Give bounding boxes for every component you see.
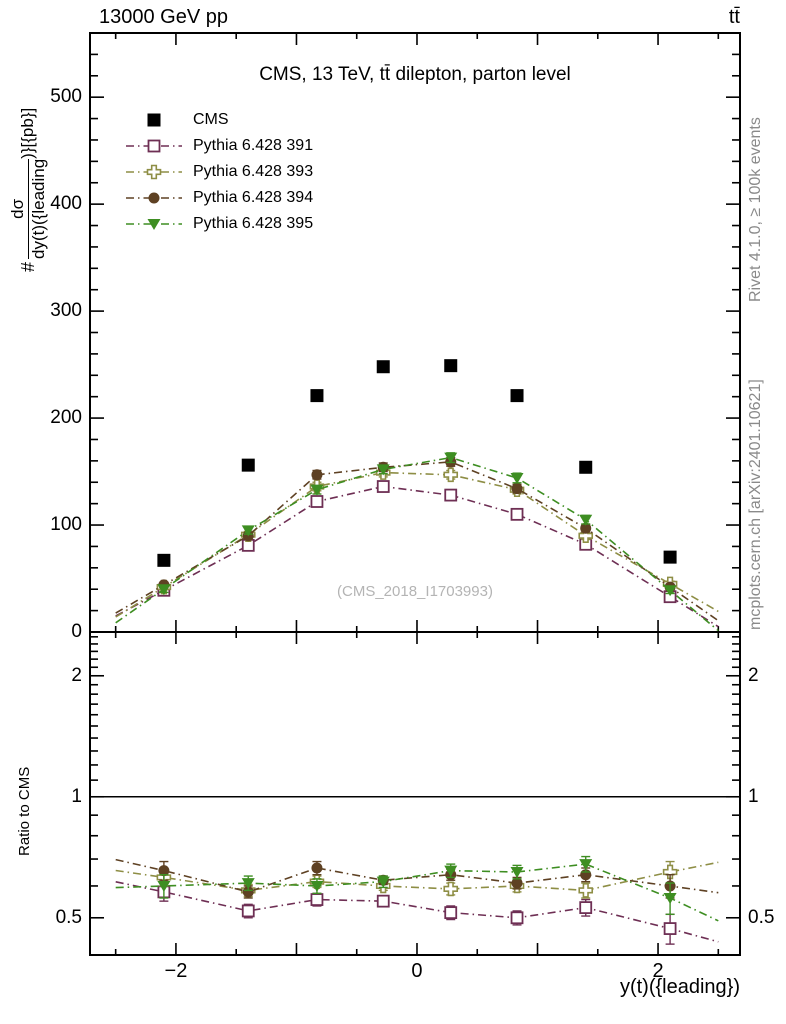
y-axis-label-numerator: dσ xyxy=(8,159,29,259)
svg-text:500: 500 xyxy=(50,86,82,108)
series-pythia-6-428-391-main xyxy=(116,481,719,627)
svg-text:2: 2 xyxy=(652,960,664,982)
legend-label: Pythia 6.428 394 xyxy=(193,189,314,206)
legend-entry-pythia-6-428-394 xyxy=(124,185,313,211)
svg-text:300: 300 xyxy=(50,300,82,322)
y-axis-label-suffix: )}[{pb}] xyxy=(18,107,38,159)
y-axis-label-denominator: dy(t)({leading xyxy=(28,158,48,259)
svg-text:2: 2 xyxy=(748,664,759,686)
y-axis-label-fraction xyxy=(8,159,48,259)
legend xyxy=(124,107,313,237)
legend-marker-pythia-6-428-393 xyxy=(124,162,184,182)
legend-marker-pythia-6-428-395 xyxy=(124,214,184,234)
ratio-axis-label: Ratio to CMS xyxy=(16,766,33,856)
svg-text:0: 0 xyxy=(411,960,423,982)
svg-text:400: 400 xyxy=(50,193,82,215)
svg-text:1: 1 xyxy=(71,785,82,807)
svg-text:−2: −2 xyxy=(164,960,188,982)
svg-text:1: 1 xyxy=(748,785,759,807)
svg-text:0.5: 0.5 xyxy=(748,906,775,928)
mcplots-credit-label: mcplots.cern.ch [arXiv:2401.10621] xyxy=(747,379,764,630)
legend-label: Pythia 6.428 391 xyxy=(193,137,314,154)
y-axis-label-prefix: # xyxy=(17,261,38,272)
legend-label: Pythia 6.428 393 xyxy=(193,163,314,180)
legend-label: CMS xyxy=(193,111,229,128)
series-pythia-6-428-391-ratio xyxy=(116,882,719,944)
process-label: tt̄ xyxy=(728,6,740,28)
y-axis-label xyxy=(8,108,48,272)
legend-entry-cms xyxy=(124,107,313,133)
svg-text:2: 2 xyxy=(71,664,82,686)
legend-marker-pythia-6-428-394 xyxy=(124,188,184,208)
analysis-id-watermark: (CMS_2018_I1703993) xyxy=(337,583,493,600)
rivet-version-label: Rivet 4.1.0, ≥ 100k events xyxy=(747,117,764,302)
legend-marker-pythia-6-428-391 xyxy=(124,136,184,156)
legend-entry-pythia-6-428-395 xyxy=(124,211,313,237)
svg-text:200: 200 xyxy=(50,407,82,429)
legend-label: Pythia 6.428 395 xyxy=(193,215,314,232)
plot-title: CMS, 13 TeV, tt̄ dilepton, parton level xyxy=(259,64,571,85)
series-pythia-6-428-395-ratio xyxy=(116,857,719,921)
svg-text:100: 100 xyxy=(50,514,82,536)
series-pythia-6-428-395-main xyxy=(116,453,719,631)
svg-text:0.5: 0.5 xyxy=(55,906,82,928)
series-pythia-6-428-393-ratio xyxy=(116,862,719,898)
legend-marker-cms xyxy=(124,110,184,130)
x-axis-label: y(t)({leading}) xyxy=(619,976,740,998)
svg-text:0: 0 xyxy=(71,621,82,643)
legend-entry-pythia-6-428-393 xyxy=(124,159,313,185)
series-pythia-6-428-394-ratio xyxy=(116,860,719,898)
legend-entry-pythia-6-428-391 xyxy=(124,133,313,159)
beam-energy-label: 13000 GeV pp xyxy=(99,6,228,28)
